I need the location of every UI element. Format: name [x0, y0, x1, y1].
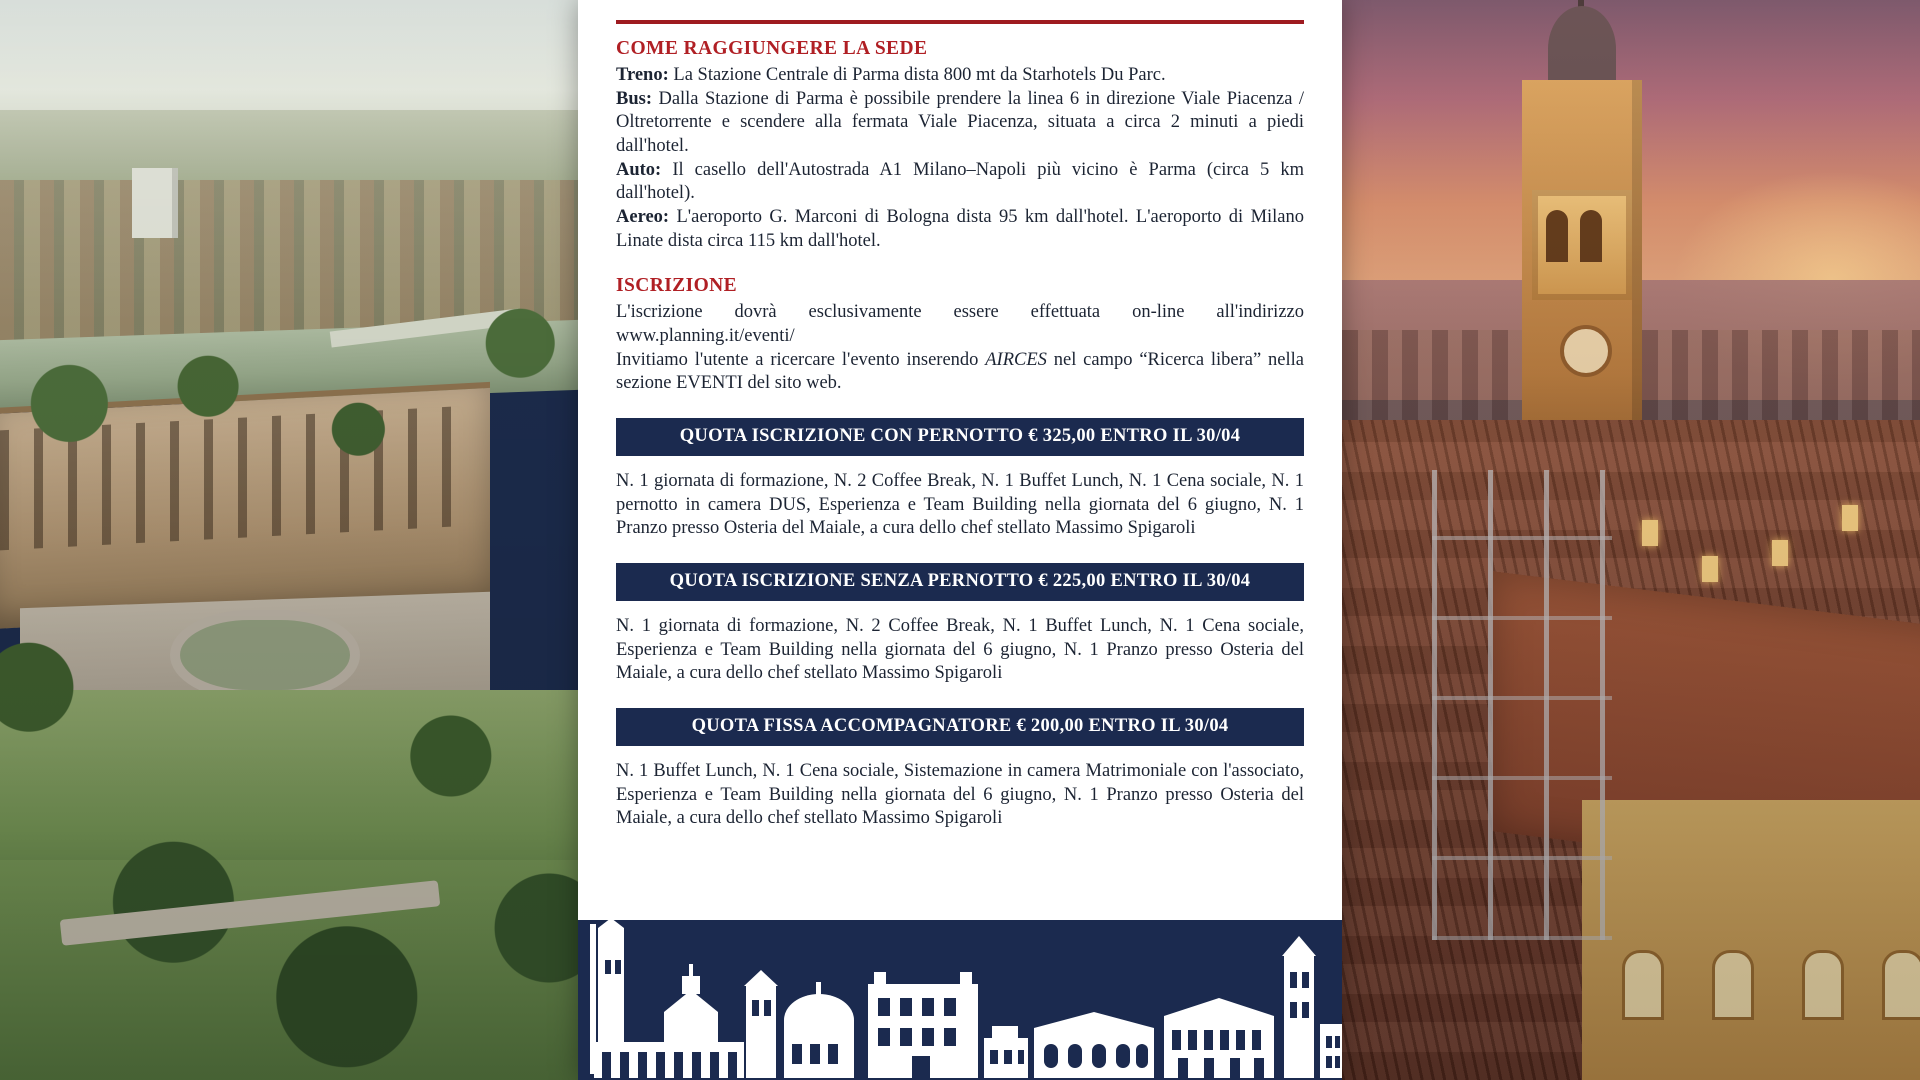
skyline-illustration	[578, 920, 1342, 1080]
photo-haze-overlay	[0, 0, 578, 1080]
venue-item-plane-text: L'aeroporto G. Marconi di Bologna dista 95 km dall'hotel. L'aeroporto di Milano Linate dista circa 115 km dall'hotel.	[616, 207, 1305, 251]
fee-body-with-overnight: N. 1 giornata di formazione, N. 2 Coffee Break, N. 1 Buffet Lunch, N. 1 Cena sociale, N. 1 pernotto in camera DUS, Esperienza e Team Building nella giornata del 6 giugno, N. 1 Pranzo presso Osteria del Maiale, a cura dello chef stellato Massimo Spigaroli	[616, 471, 1304, 539]
fee-banner-companion: QUOTA FISSA ACCOMPAGNATORE € 200,00 ENTRO IL 30/04	[616, 708, 1304, 746]
fee-body-companion: N. 1 Buffet Lunch, N. 1 Cena sociale, Sistemazione in camera Matrimoniale con l'associato, Esperienza e Team Building nella giornata del 6 giugno, N. 1 Pranzo presso Osteria del Maiale, a cura dello chef stellato Massimo Spigaroli	[616, 761, 1304, 829]
document-card	[578, 0, 1342, 1080]
registration-paragraph-1: L'iscrizione dovrà esclusivamente essere effettuata on-line all'indirizzo www.planning.it/eventi/	[616, 302, 1304, 347]
document-content	[578, 0, 1342, 831]
venue-item-bus	[616, 88, 1304, 159]
venue-item-train	[616, 64, 1304, 88]
venue-item-train-label: Treno:	[616, 65, 669, 85]
registration-paragraph-2-before: Invitiamo l'utente a ricercare l'evento inserendo	[616, 349, 986, 370]
photo-right-sunset-rooftops	[1342, 0, 1920, 1080]
fee-body-without-overnight: N. 1 giornata di formazione, N. 2 Coffee Break, N. 1 Buffet Lunch, N. 1 Cena sociale, Esperienza e Team Building nella giornata del 6 giugno, N. 1 Pranzo presso Osteria del Maiale, a cura dello chef stellato Massimo Spigaroli	[616, 616, 1304, 684]
registration-paragraph-2	[616, 349, 1304, 396]
venue-item-plane-label: Aereo:	[616, 207, 670, 228]
fee-banner-with-overnight: QUOTA ISCRIZIONE CON PERNOTTO € 325,00 ENTRO IL 30/04	[616, 418, 1304, 456]
venue-item-car-text: Il casello dell'Autostrada A1 Milano–Napoli più vicino è Parma (circa 5 km dall'hotel).	[616, 159, 1304, 204]
photo-haze-overlay	[1342, 0, 1920, 1080]
venue-item-car	[616, 159, 1304, 206]
registration-paragraph-2-after: nel campo “Ricerca libera” nella sezione EVENTI del sito web.	[616, 349, 1304, 394]
venue-item-plane	[616, 206, 1304, 253]
photo-left-aerial-parma	[0, 0, 578, 1080]
venue-item-bus-label: Bus:	[616, 88, 652, 109]
section-heading-registration: ISCRIZIONE	[616, 275, 738, 297]
venue-item-train-text: La Stazione Centrale di Parma dista 800 mt da Starhotels Du Parc.	[673, 65, 1166, 85]
venue-item-car-label: Auto:	[616, 159, 662, 180]
section-heading-venue: COME RAGGIUNGERE LA SEDE	[616, 38, 928, 59]
top-rule-divider	[616, 20, 1304, 24]
fee-banner-without-overnight: QUOTA ISCRIZIONE SENZA PERNOTTO € 225,00 ENTRO IL 30/04	[616, 563, 1304, 601]
registration-event-keyword: AIRCES	[985, 349, 1047, 370]
venue-item-bus-text: Dalla Stazione di Parma è possibile prendere la linea 6 in direzione Viale Piacenza / Oltretorrente e scendere alla fermata Viale Piacenza, situata a circa 2 minuti a piedi dall'hotel.	[616, 88, 1305, 157]
